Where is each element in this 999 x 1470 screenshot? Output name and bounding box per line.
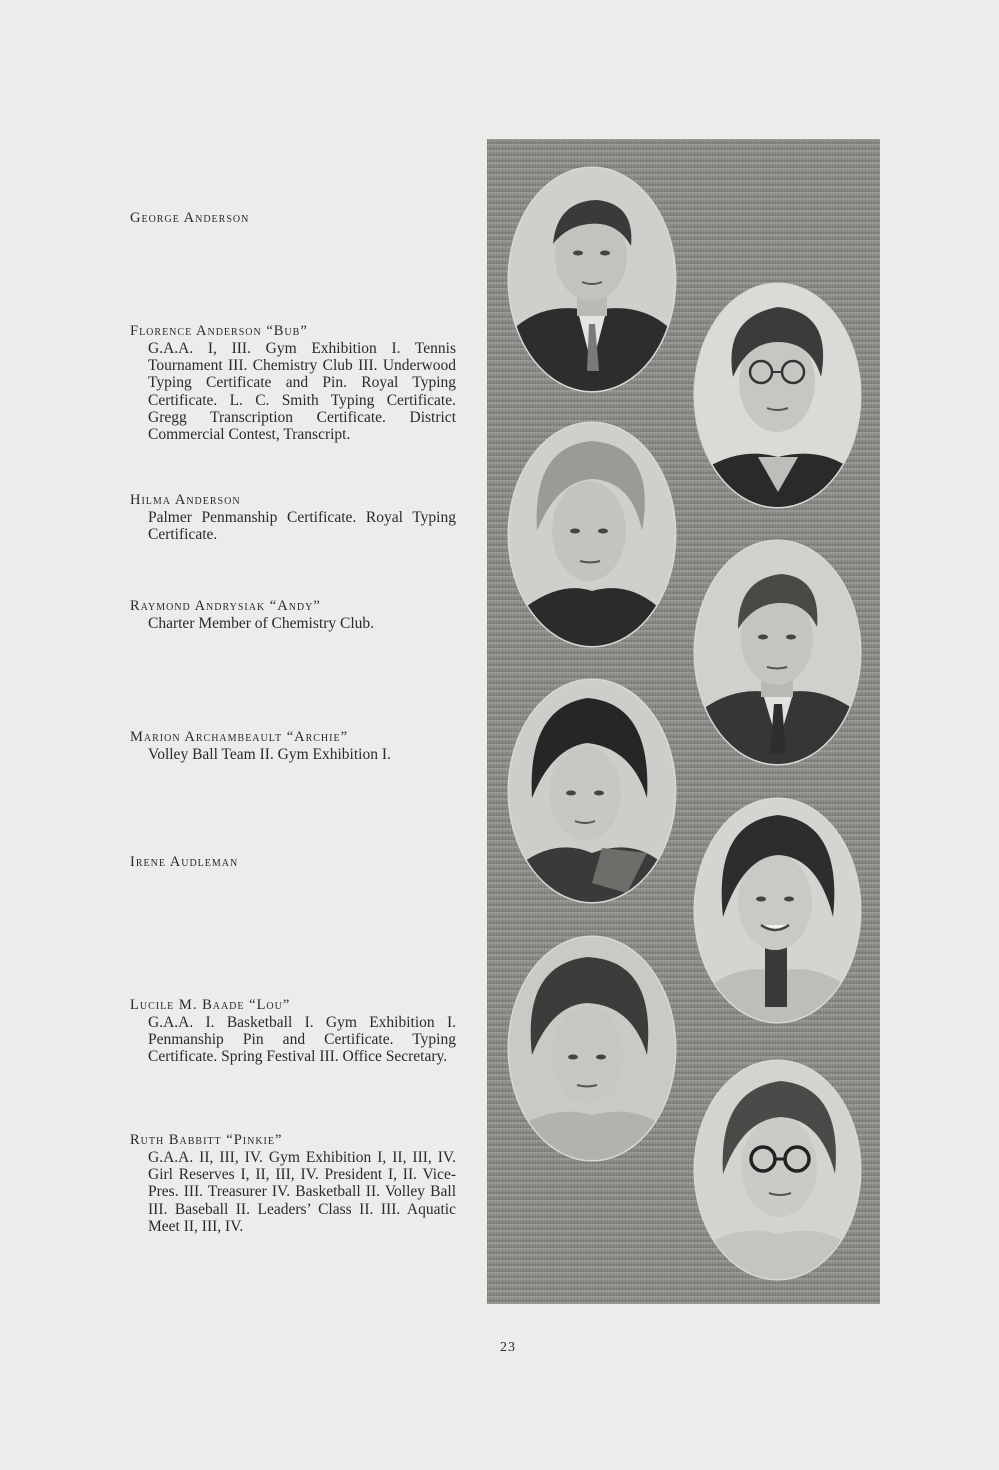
student-nickname: “Bub” <box>266 323 308 339</box>
student-nickname: “Andy” <box>269 598 321 614</box>
student-name: Hilma Anderson <box>130 492 241 508</box>
portrait-photo-2 <box>693 282 862 509</box>
student-nickname: “Lou” <box>249 997 291 1013</box>
portrait-photo-1 <box>507 166 677 393</box>
entry-irene-audleman <box>130 853 456 871</box>
student-activities: G.A.A. I, III. Gym Exhibition I. Tennis Tournament III. Chemistry Club III. Underwood Typing Certificate and Pin. Royal Typing Certificate. L. C. Smith Typing Certificate. Gregg Transcription Certificate. District Commercial Contest, Transcript. <box>148 340 456 444</box>
student-activities: G.A.A. II, III, IV. Gym Exhibition I, II, III, IV. Girl Reserves I, II, III, IV. President I, II. Vice-Pres. III. Treasurer IV. Basketball II. Volley Ball III. Baseball II. Leaders’ Class II. III. Aquatic Meet II, III, IV. <box>148 1149 456 1235</box>
student-activities: Charter Member of Chemistry Club. <box>148 615 374 632</box>
student-name: Raymond Andrysiak “Andy” <box>130 598 321 614</box>
student-activities: Palmer Penmanship Certificate. Royal Typing Certificate. <box>148 509 456 544</box>
student-name: Ruth Babbitt “Pinkie” <box>130 1132 283 1148</box>
portrait-photo-4 <box>693 539 862 766</box>
student-name: George Anderson <box>130 210 250 226</box>
student-activities: G.A.A. I. Basketball I. Gym Exhibition I. Penmanship Pin and Certificate. Typing Certificate. Spring Festival III. Office Secretary. <box>148 1014 456 1066</box>
entry-florence-anderson <box>130 322 456 443</box>
portrait-panel <box>487 139 880 1304</box>
portrait-photo-6 <box>693 797 862 1024</box>
entry-raymond-andrysiak <box>130 597 456 632</box>
student-name: Florence Anderson “Bub” <box>130 323 308 339</box>
student-name: Irene Audleman <box>130 854 239 870</box>
entry-marion-archambeault <box>130 728 456 763</box>
portrait-photo-8 <box>693 1059 862 1281</box>
entry-ruth-babbitt <box>130 1131 456 1235</box>
student-nickname: “Archie” <box>286 729 349 745</box>
student-name: Marion Archambeault “Archie” <box>130 729 349 745</box>
student-name: Lucile M. Baade “Lou” <box>130 997 291 1013</box>
student-nickname: “Pinkie” <box>226 1132 283 1148</box>
page-number: 23 <box>500 1340 516 1355</box>
entry-hilma-anderson <box>130 491 456 543</box>
entry-lucile-baade <box>130 996 456 1066</box>
portrait-photo-5 <box>507 678 677 904</box>
entry-george-anderson <box>130 209 456 227</box>
portrait-photo-3 <box>507 421 677 648</box>
portrait-photo-7 <box>507 935 677 1162</box>
student-activities: Volley Ball Team II. Gym Exhibition I. <box>148 746 391 763</box>
